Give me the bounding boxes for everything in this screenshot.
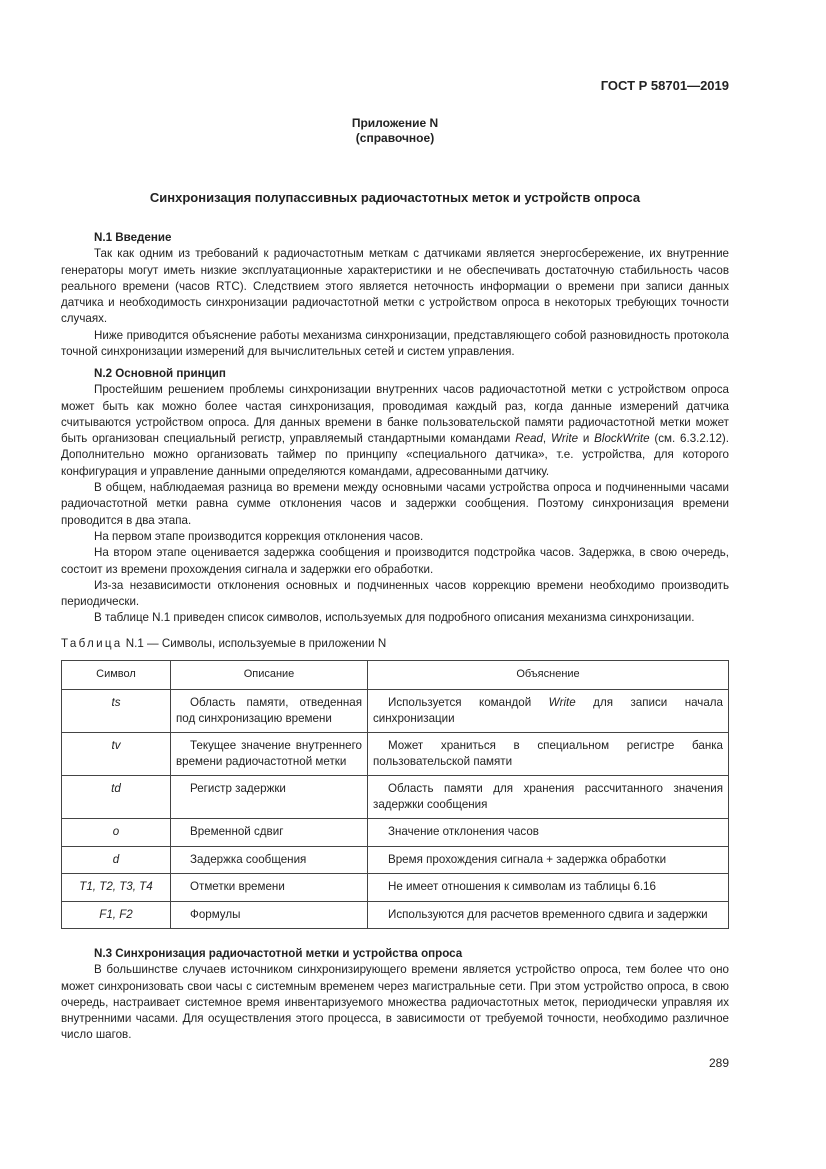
section-synchronization (61, 946, 729, 1044)
standard-number: ГОСТ Р 58701—2019 (600, 78, 729, 93)
paragraph: В таблице N.1 приведен список символов, используемых для подробного описания механизма синхронизации. (94, 611, 695, 625)
cell-explanation (368, 776, 729, 819)
table-row (62, 690, 729, 733)
table-caption (61, 637, 386, 650)
text-run: и (578, 432, 595, 446)
text-run: (см. 6.3.2.12). Дополнительно можно организовать таймер по принципу «специального датчика», т.е. устройства, для которого конфигурация и управление данными определяются командами, адресованными датчику. (61, 432, 730, 478)
table-row (62, 776, 729, 819)
cell-text: Текущее значение внутреннего времени радиочастотной метки (176, 739, 362, 768)
cell-text: Используются для расчетов временного сдвига и задержки (388, 907, 708, 921)
cell-symbol: ts (62, 690, 171, 733)
column-header-description: Описание (171, 661, 368, 690)
cell-text: Область памяти для хранения рассчитанного значения задержки сообщения (373, 782, 723, 811)
section-basic-principle (61, 366, 729, 627)
symbols-table (61, 660, 729, 929)
paragraph: В большинстве случаев источником синхронизирующего времени является устройство опроса, тем более что оно может синхронизовать свои часы с системным временем через магистральные сети. При этом устройство опроса, в свою очередь, настраивает системное время инвентаризуемого множества радиочастотных меток, периодически управляя их внутренними часами. Для осуществления этого процесса, в зависимости от требуемой точности, необходимо различное число шагов. (61, 963, 729, 1042)
cell-explanation (368, 846, 729, 874)
text-run: для записи начала синхронизации (373, 696, 723, 725)
cell-explanation (368, 690, 729, 733)
cell-description (171, 819, 368, 847)
command-name: Read (515, 432, 543, 446)
section-introduction (61, 230, 729, 360)
table-row (62, 846, 729, 874)
cell-description (171, 690, 368, 733)
cell-text: Область памяти, отведенная под синхронизацию времени (176, 696, 362, 725)
cell-description (171, 776, 368, 819)
column-header-explanation: Объяснение (368, 661, 729, 690)
cell-description (171, 874, 368, 902)
paragraph: Из-за независимости отклонения основных и подчиненных часов коррекцию времени необходимо производить периодически. (61, 578, 729, 609)
command-name: BlockWrite (594, 432, 650, 446)
cell-text: Время прохождения сигнала + задержка обработки (388, 852, 667, 866)
cell-text: Отметки времени (190, 880, 285, 893)
command-name: Write (548, 696, 576, 709)
cell-explanation (368, 733, 729, 776)
command-name: Write (550, 432, 579, 446)
cell-symbol: F1, F2 (62, 901, 171, 929)
cell-text: Может храниться в специальном регистре банка пользовательской памяти (373, 739, 723, 768)
cell-explanation (368, 901, 729, 929)
text-run: Используется командой (388, 696, 549, 709)
text-run: Простейшим решением проблемы синхронизации внутренних часов радиочастотной метки с устройством опроса может быть как можно более частая синхронизация, проводимая каждый раз, когда данные измерений датчика считываются устройством опроса. Для данных времени в банке пользовательской памяти радиочастотной метки может быть организован специальный регистр, управляемый стандартными командами (61, 383, 729, 446)
table-row (62, 733, 729, 776)
table-row (62, 874, 729, 902)
table-header-row (62, 661, 729, 690)
cell-symbol: d (62, 846, 171, 874)
cell-text: Регистр задержки (190, 782, 286, 795)
cell-text: Не имеет отношения к символам из таблицы 6.16 (388, 880, 656, 893)
cell-description (171, 846, 368, 874)
paragraph: Ниже приводится объяснение работы механизма синхронизации, представляющего собой разновидность протокола точной синхронизации измерений для вычислительных сетей и систем управления. (61, 328, 729, 359)
cell-text: Задержка сообщения (190, 852, 307, 866)
cell-symbol: td (62, 776, 171, 819)
annex-subtitle: (справочное) (355, 131, 435, 145)
cell-symbol: o (62, 819, 171, 847)
cell-explanation (368, 874, 729, 902)
table-row (62, 819, 729, 847)
cell-symbol: tv (62, 733, 171, 776)
section-heading: N.1 Введение (94, 231, 172, 244)
column-header-symbol: Символ (62, 661, 171, 690)
cell-description (171, 901, 368, 929)
cell-symbol: T1, T2, T3, T4 (62, 874, 171, 902)
annex-title: Приложение N (351, 116, 439, 130)
document-title: Синхронизация полупассивных радиочастотных меток и устройств опроса (149, 190, 641, 205)
table-row (62, 901, 729, 929)
paragraph: В общем, наблюдаемая разница во времени между основными часами устройства опроса и подчиненными часами радиочастотной метки равна сумме отклонения часов и задержки сообщения. Поэтому синхронизация времени проводится в два этапа. (61, 481, 729, 527)
caption-text: N.1 — Символы, используемые в приложении N (122, 637, 387, 650)
paragraph: На первом этапе производится коррекция отклонения часов. (94, 529, 424, 543)
cell-text: Формулы (190, 907, 241, 921)
cell-text: Значение отклонения часов (388, 825, 539, 838)
page-number: 289 (708, 1056, 729, 1070)
cell-text: Временной сдвиг (190, 825, 284, 838)
caption-label: Таблица (61, 637, 123, 650)
section-heading: N.3 Синхронизация радиочастотной метки и устройства опроса (94, 947, 463, 960)
annex-heading (61, 116, 729, 146)
text-run: , (542, 432, 551, 446)
section-heading: N.2 Основной принцип (94, 367, 226, 380)
cell-description (171, 733, 368, 776)
cell-explanation (368, 819, 729, 847)
paragraph (61, 382, 729, 480)
cell-text (373, 695, 723, 726)
paragraph: Так как одним из требований к радиочастотным меткам с датчиками является энергосбережение, их внутренние генераторы могут иметь низкие эксплуатационные характеристики и не обеспечивать достаточную стабильность часов реального времени (часов RTC). Следствием этого является неточность информации о времени при записи данных датчика и необходимость синхронизации радиочастотной метки с устройством опроса в некоторых требующих точности случаях. (61, 247, 729, 326)
paragraph: На втором этапе оценивается задержка сообщения и производится подстройка часов. Задержка, в свою очередь, состоит из времени прохождения сигнала и задержки его обработки. (61, 546, 729, 576)
